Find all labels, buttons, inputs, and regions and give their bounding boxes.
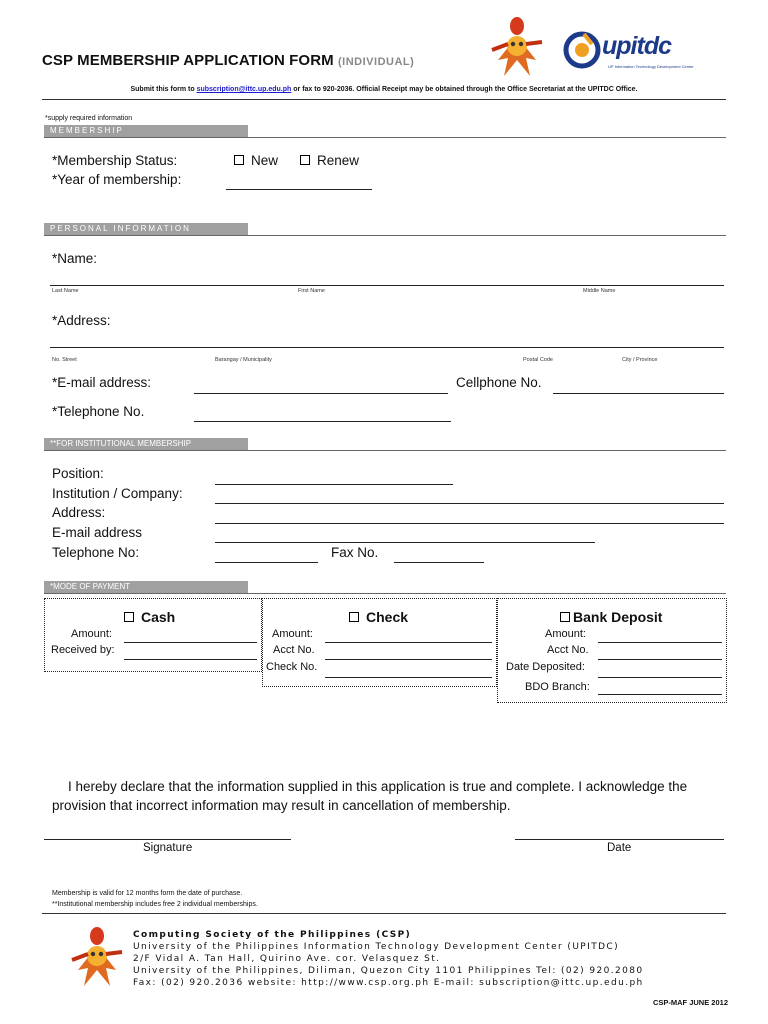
- middle-name-caption: Middle Name: [583, 288, 616, 294]
- csp-mascot-logo: [484, 14, 550, 80]
- institution-email-field[interactable]: [215, 542, 595, 543]
- institutional-note: **Institutional membership includes free 2 individual memberships.: [52, 901, 258, 908]
- telephone-field[interactable]: [194, 421, 451, 422]
- new-checkbox[interactable]: [234, 155, 244, 165]
- institution-telephone-field[interactable]: [215, 562, 318, 563]
- check-acct-field[interactable]: [325, 659, 492, 660]
- name-label: *Name:: [52, 251, 98, 266]
- validity-note: Membership is valid for 12 months form the date of purchase.: [52, 890, 243, 897]
- check-amount-label: Amount:: [272, 628, 313, 640]
- telephone-label: *Telephone No.: [52, 404, 145, 419]
- last-name-caption: Last Name: [52, 288, 79, 294]
- check-option[interactable]: Check: [349, 609, 408, 625]
- payment-divider: [44, 593, 726, 594]
- postal-code-caption: Postal Code: [523, 357, 553, 363]
- footer-divider: [42, 913, 726, 914]
- street-caption: No. Street: [52, 357, 77, 363]
- payment-section-header: *MODE OF PAYMENT: [44, 581, 248, 593]
- institution-label: Institution / Company:: [52, 486, 183, 501]
- fax-label: Fax No.: [331, 545, 379, 560]
- membership-divider: [44, 137, 726, 138]
- check-number-label: Check No.: [266, 661, 318, 673]
- bank-date-field[interactable]: [598, 677, 722, 678]
- declaration-text: I hereby declare that the information supplied in this application is true and complete. I acknowledge the provision that incorrect information may result in cancellation of membership.: [52, 779, 688, 813]
- header-divider: [42, 99, 726, 100]
- bank-checkbox[interactable]: [560, 612, 570, 622]
- bank-branch-field[interactable]: [598, 694, 722, 695]
- bank-date-label: Date Deposited:: [506, 661, 585, 673]
- cash-option[interactable]: Cash: [124, 609, 175, 625]
- fax-field[interactable]: [394, 562, 484, 563]
- cash-amount-field[interactable]: [124, 642, 257, 643]
- bank-acct-field[interactable]: [598, 659, 722, 660]
- submit-instructions: Submit this form to subscription@ittc.up.edu.ph or fax to 920-2036. Official Receipt may be obtained through the Office Secretariat at the UPITDC Office.: [130, 86, 638, 93]
- barangay-caption: Barangay / Municipality: [215, 357, 272, 363]
- bank-option[interactable]: Bank Deposit: [560, 609, 662, 625]
- renew-checkbox[interactable]: [300, 155, 310, 165]
- email-label: *E-mail address:: [52, 375, 152, 390]
- membership-section-header: MEMBERSHIP: [44, 125, 248, 137]
- submit-email-link[interactable]: subscription@ittc.up.edu.ph: [196, 86, 292, 93]
- cash-checkbox[interactable]: [124, 612, 134, 622]
- upitdc-logo-text: upitdc: [602, 32, 671, 60]
- institution-telephone-label: Telephone No:: [52, 545, 140, 560]
- footer-line-2: 2/F Vidal A. Tan Hall, Quirino Ave. cor. Velasquez St.: [133, 954, 441, 964]
- address-field[interactable]: [50, 347, 724, 348]
- required-note: *supply required information: [45, 115, 133, 122]
- institution-address-field[interactable]: [215, 523, 724, 524]
- form-subtitle: (INDIVIDUAL): [338, 56, 415, 68]
- cellphone-field[interactable]: [553, 393, 724, 394]
- city-caption: City / Province: [622, 357, 658, 363]
- institution-address-label: Address:: [52, 505, 106, 520]
- cellphone-label: Cellphone No.: [456, 375, 542, 390]
- option-new[interactable]: New: [234, 153, 278, 168]
- upitdc-emblem-icon: [562, 30, 602, 70]
- year-of-membership-field[interactable]: [226, 189, 372, 190]
- bank-branch-label: BDO Branch:: [525, 681, 590, 693]
- footer-org-name: Computing Society of the Philippines (CSP): [133, 930, 412, 940]
- check-number-field[interactable]: [325, 677, 492, 678]
- bank-amount-label: Amount:: [545, 628, 586, 640]
- email-field[interactable]: [194, 393, 448, 394]
- institution-email-label: E-mail address: [52, 525, 143, 540]
- date-field[interactable]: [515, 839, 724, 840]
- form-title: CSP MEMBERSHIP APPLICATION FORM (INDIVIDUAL): [42, 52, 415, 69]
- year-of-membership-label: *Year of membership:: [52, 172, 182, 187]
- personal-divider: [44, 235, 726, 236]
- option-renew[interactable]: Renew: [300, 153, 359, 168]
- footer-line-3: University of the Philippines, Diliman, Quezon City 1101 Philippines Tel: (02) 920.2080: [133, 966, 644, 976]
- membership-status-label: *Membership Status:: [52, 153, 178, 168]
- footer-line-4: Fax: (02) 920.2036 website: http://www.csp.org.ph E-mail: subscription@ittc.up.edu.ph: [133, 978, 644, 988]
- cash-received-label: Received by:: [51, 644, 115, 656]
- bank-acct-label: Acct No.: [547, 644, 589, 656]
- footer-address-block: [133, 929, 644, 989]
- institution-field[interactable]: [215, 503, 724, 504]
- date-label: Date: [607, 842, 632, 854]
- upitdc-logo-tagline: UP Information Technology Development Center: [608, 64, 694, 69]
- cash-received-field[interactable]: [124, 659, 257, 660]
- first-name-caption: First Name: [298, 288, 325, 294]
- footer-line-1: University of the Philippines Information Technology Development Center (UPITDC): [133, 942, 620, 952]
- name-field[interactable]: [50, 285, 724, 286]
- cash-amount-label: Amount:: [71, 628, 112, 640]
- institutional-divider: [44, 450, 726, 451]
- check-amount-field[interactable]: [325, 642, 492, 643]
- institutional-section-header: **FOR INSTITUTIONAL MEMBERSHIP: [44, 438, 248, 450]
- form-code: CSP-MAF JUNE 2012: [652, 998, 728, 1007]
- address-label: *Address:: [52, 313, 111, 328]
- bank-amount-field[interactable]: [598, 642, 722, 643]
- signature-label: Signature: [143, 842, 193, 854]
- check-checkbox[interactable]: [349, 612, 359, 622]
- csp-footer-logo: [64, 924, 130, 990]
- upitdc-logo: [562, 30, 698, 74]
- personal-section-header: PERSONAL INFORMATION: [44, 223, 248, 235]
- signature-field[interactable]: [44, 839, 291, 840]
- position-label: Position:: [52, 466, 104, 481]
- position-field[interactable]: [215, 484, 453, 485]
- check-acct-label: Acct No.: [273, 644, 315, 656]
